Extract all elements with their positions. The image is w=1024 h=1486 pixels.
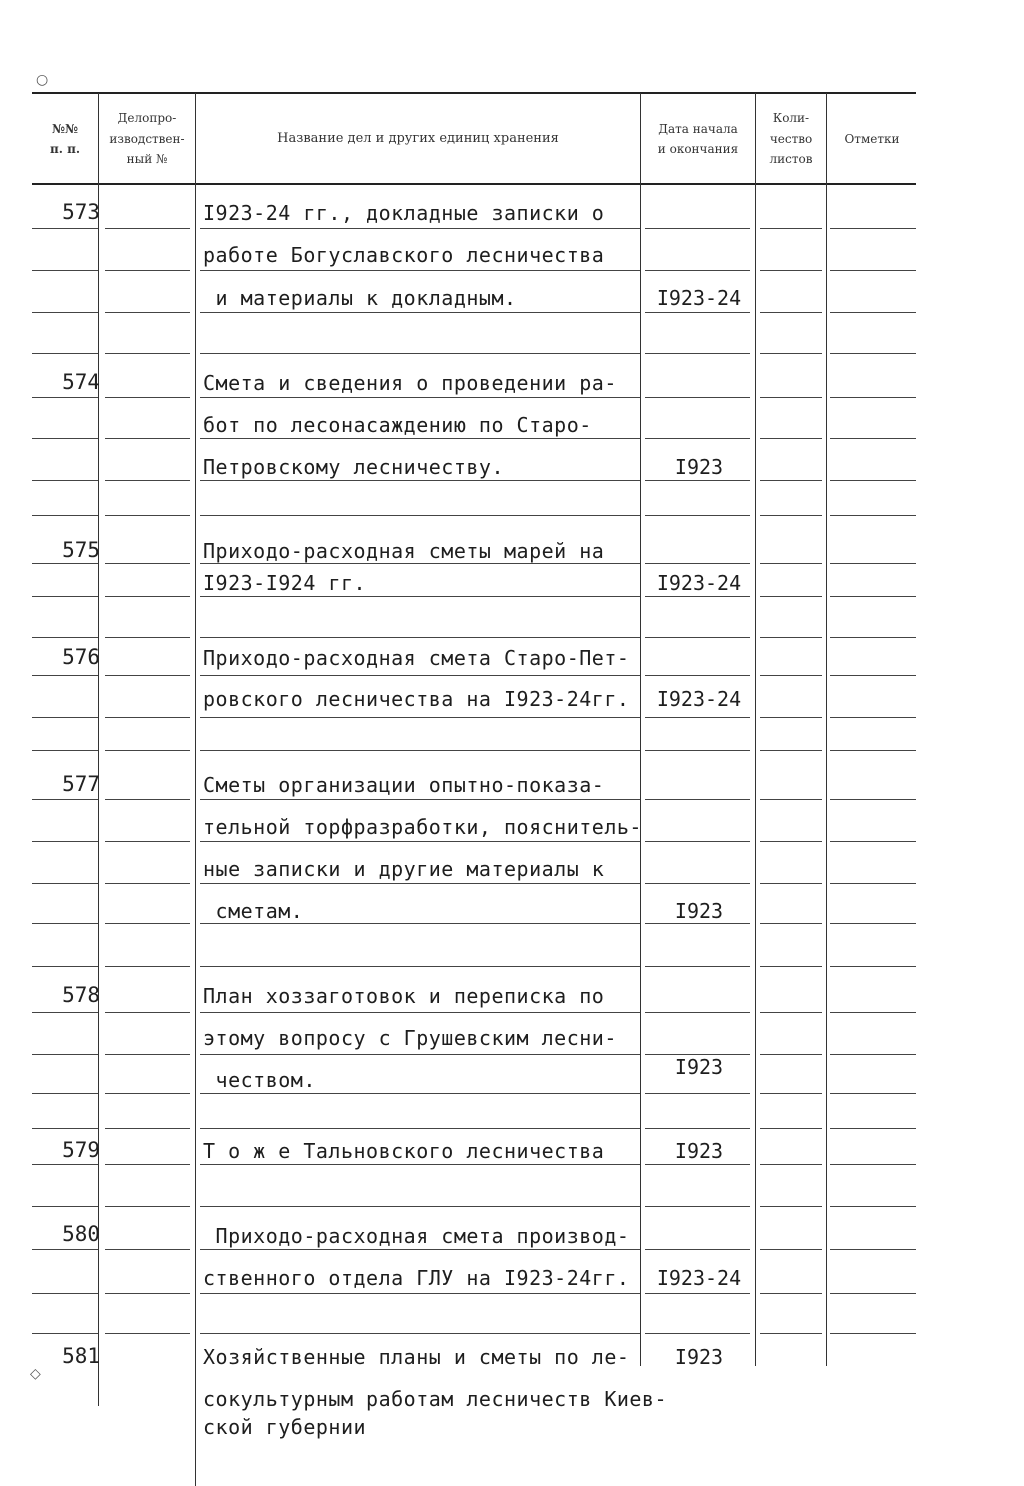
ruled-line bbox=[200, 438, 640, 439]
column-divider bbox=[640, 93, 641, 1366]
ruled-line bbox=[200, 1249, 640, 1250]
ruled-line bbox=[200, 270, 640, 271]
ruled-line bbox=[645, 1333, 750, 1334]
entry-date: I923-24 bbox=[656, 286, 742, 310]
entry-title-line: I923-I924 гг. bbox=[203, 571, 367, 595]
ruled-line bbox=[830, 717, 916, 718]
entry-date: I923-24 bbox=[656, 687, 742, 711]
ruled-line bbox=[32, 1164, 98, 1165]
entry-number: 577 bbox=[62, 772, 100, 796]
ruled-line bbox=[105, 1293, 190, 1294]
ruled-line bbox=[760, 515, 822, 516]
entry-date: I923-24 bbox=[656, 1266, 742, 1290]
ruled-line bbox=[105, 675, 190, 676]
ruled-line bbox=[760, 717, 822, 718]
ruled-line bbox=[32, 596, 98, 597]
ruled-line bbox=[645, 841, 750, 842]
entry-number: 579 bbox=[62, 1138, 100, 1162]
ruled-line bbox=[830, 270, 916, 271]
ruled-line bbox=[760, 1333, 822, 1334]
entry-title-line: чеством. bbox=[203, 1068, 316, 1092]
ruled-line bbox=[645, 923, 750, 924]
ruled-line bbox=[200, 750, 640, 751]
ruled-line bbox=[105, 312, 190, 313]
ruled-line bbox=[105, 883, 190, 884]
ruled-line bbox=[32, 397, 98, 398]
column-divider bbox=[755, 93, 756, 1366]
ruled-line bbox=[105, 637, 190, 638]
ruled-line bbox=[105, 1012, 190, 1013]
ruled-line bbox=[200, 923, 640, 924]
ruled-line bbox=[105, 563, 190, 564]
entry-title-line: ные записки и другие материалы к bbox=[203, 857, 605, 881]
ruled-line bbox=[830, 1012, 916, 1013]
ruled-line bbox=[105, 1206, 190, 1207]
entry-title-line: Петровскому лесничеству. bbox=[203, 455, 504, 479]
ruled-line bbox=[645, 1206, 750, 1207]
ruled-line bbox=[830, 1249, 916, 1250]
entry-number: 573 bbox=[62, 200, 100, 224]
ruled-line bbox=[830, 397, 916, 398]
ruled-line bbox=[105, 750, 190, 751]
ruled-line bbox=[105, 480, 190, 481]
entry-title-line: Т о ж е Тальновского лесничества bbox=[203, 1139, 605, 1163]
ruled-line bbox=[645, 1093, 750, 1094]
ruled-line bbox=[200, 675, 640, 676]
ruled-line bbox=[760, 312, 822, 313]
column-header-office-number: Делопро- изводствен- ный № bbox=[109, 111, 185, 167]
ruled-line bbox=[645, 563, 750, 564]
ruled-line bbox=[760, 923, 822, 924]
ruled-line bbox=[645, 438, 750, 439]
column-header-dates: Дата начала и окончания bbox=[657, 121, 739, 156]
ruled-line bbox=[105, 717, 190, 718]
ruled-line bbox=[830, 1164, 916, 1165]
ruled-line bbox=[200, 515, 640, 516]
ruled-line bbox=[760, 353, 822, 354]
ruled-line bbox=[830, 883, 916, 884]
ruled-line bbox=[32, 1333, 98, 1334]
ruled-line bbox=[760, 799, 822, 800]
ruled-line bbox=[32, 966, 98, 967]
ruled-line bbox=[830, 1293, 916, 1294]
entry-title-line: и материалы к докладным. bbox=[203, 286, 517, 310]
ruled-line bbox=[830, 1206, 916, 1207]
ruled-line bbox=[760, 1164, 822, 1165]
entry-number: 581 bbox=[62, 1344, 100, 1368]
ruled-line bbox=[105, 270, 190, 271]
ruled-line bbox=[830, 515, 916, 516]
entry-date: I923-24 bbox=[656, 571, 742, 595]
ruled-line bbox=[645, 750, 750, 751]
ruled-line bbox=[200, 717, 640, 718]
ruled-line bbox=[645, 480, 750, 481]
ruled-line bbox=[105, 228, 190, 229]
ruled-line bbox=[830, 353, 916, 354]
entry-title-line: I923-24 гг., докладные записки о bbox=[203, 201, 605, 225]
entry-date: I923 bbox=[674, 455, 724, 479]
ruled-line bbox=[32, 637, 98, 638]
ruled-line bbox=[105, 515, 190, 516]
ruled-line bbox=[105, 966, 190, 967]
ruled-line bbox=[32, 563, 98, 564]
ruled-line bbox=[645, 637, 750, 638]
ruled-line bbox=[32, 515, 98, 516]
ruled-line bbox=[645, 717, 750, 718]
ruled-line bbox=[760, 1249, 822, 1250]
ruled-line bbox=[32, 841, 98, 842]
ruled-line bbox=[32, 1012, 98, 1013]
ruled-line bbox=[830, 841, 916, 842]
ruled-line bbox=[645, 799, 750, 800]
ruled-line bbox=[200, 883, 640, 884]
ruled-line bbox=[760, 480, 822, 481]
ruled-line bbox=[645, 1293, 750, 1294]
ruled-line bbox=[200, 799, 640, 800]
ruled-line bbox=[32, 1093, 98, 1094]
ruled-line bbox=[200, 1054, 640, 1055]
ruled-line bbox=[645, 675, 750, 676]
ruled-line bbox=[830, 1093, 916, 1094]
ruled-line bbox=[645, 228, 750, 229]
ruled-line bbox=[32, 883, 98, 884]
entry-date: I923 bbox=[674, 899, 724, 923]
ruled-line bbox=[200, 563, 640, 564]
ruled-line bbox=[830, 438, 916, 439]
ruled-line bbox=[32, 1206, 98, 1207]
header-top-rule bbox=[32, 92, 916, 94]
ruled-line bbox=[200, 1206, 640, 1207]
ruled-line bbox=[645, 515, 750, 516]
ruled-line bbox=[830, 563, 916, 564]
entry-title-line: Смета и сведения о проведении ра- bbox=[203, 371, 617, 395]
ruled-line bbox=[105, 353, 190, 354]
ruled-line bbox=[830, 1333, 916, 1334]
ruled-line bbox=[105, 438, 190, 439]
ruled-line bbox=[645, 883, 750, 884]
ruled-line bbox=[645, 1164, 750, 1165]
ruled-line bbox=[760, 563, 822, 564]
entry-title-line: План хоззаготовок и переписка по bbox=[203, 984, 605, 1008]
ruled-line bbox=[760, 966, 822, 967]
entry-number: 575 bbox=[62, 538, 100, 562]
ruled-line bbox=[200, 1093, 640, 1094]
ruled-line bbox=[32, 1054, 98, 1055]
ruled-line bbox=[200, 228, 640, 229]
entry-title-line: сокультурным работам лесничеств Киев- bbox=[203, 1387, 668, 1411]
ruled-line bbox=[200, 1293, 640, 1294]
ruled-line bbox=[830, 596, 916, 597]
ruled-line bbox=[32, 480, 98, 481]
ruled-line bbox=[32, 923, 98, 924]
entry-title-line: тельной торфразработки, пояснитель- bbox=[203, 815, 642, 839]
ruled-line bbox=[200, 637, 640, 638]
ruled-line bbox=[200, 841, 640, 842]
ruled-line bbox=[200, 596, 640, 597]
ruled-line bbox=[200, 1012, 640, 1013]
ruled-line bbox=[645, 270, 750, 271]
ruled-line bbox=[760, 596, 822, 597]
ruled-line bbox=[32, 1128, 98, 1129]
ruled-line bbox=[760, 750, 822, 751]
ruled-line bbox=[760, 1293, 822, 1294]
ruled-line bbox=[830, 637, 916, 638]
entry-number: 576 bbox=[62, 645, 100, 669]
entry-title-line: ской губернии bbox=[203, 1415, 367, 1439]
ruled-line bbox=[760, 841, 822, 842]
ruled-line bbox=[32, 228, 98, 229]
ruled-line bbox=[760, 1054, 822, 1055]
ruled-line bbox=[645, 596, 750, 597]
ruled-line bbox=[105, 596, 190, 597]
scan-mark: ○ bbox=[36, 72, 49, 88]
scan-mark: ◇ bbox=[30, 1366, 41, 1382]
ruled-line bbox=[32, 717, 98, 718]
ruled-line bbox=[105, 1093, 190, 1094]
ruled-line bbox=[760, 438, 822, 439]
column-divider bbox=[98, 93, 99, 1406]
ruled-line bbox=[200, 312, 640, 313]
ruled-line bbox=[760, 1128, 822, 1129]
ruled-line bbox=[105, 1249, 190, 1250]
ruled-line bbox=[760, 397, 822, 398]
entry-number: 578 bbox=[62, 983, 100, 1007]
ruled-line bbox=[830, 312, 916, 313]
ruled-line bbox=[32, 750, 98, 751]
entry-number: 580 bbox=[62, 1222, 100, 1246]
entry-title-line: Приходо-расходная смета Старо-Пет- bbox=[203, 646, 630, 670]
ruled-line bbox=[830, 1054, 916, 1055]
ruled-line bbox=[200, 966, 640, 967]
ruled-line bbox=[760, 637, 822, 638]
ruled-line bbox=[200, 480, 640, 481]
ruled-line bbox=[830, 1128, 916, 1129]
column-header-number: №№ п. п. bbox=[49, 121, 81, 156]
ruled-line bbox=[760, 228, 822, 229]
entry-date: I923 bbox=[674, 1345, 724, 1369]
ruled-line bbox=[645, 312, 750, 313]
entry-date: I923 bbox=[674, 1139, 724, 1163]
ruled-line bbox=[105, 799, 190, 800]
entry-title-line: ровского лесничества на I923-24гг. bbox=[203, 687, 630, 711]
entry-title-line: Приходо-расходная сметы марей на bbox=[203, 539, 605, 563]
ruled-line bbox=[105, 1333, 190, 1334]
entry-title-line: работе Богуславского лесничества bbox=[203, 243, 605, 267]
ruled-line bbox=[105, 397, 190, 398]
ruled-line bbox=[32, 438, 98, 439]
ruled-line bbox=[645, 966, 750, 967]
column-header-title: Название дел и других единиц хранения bbox=[277, 130, 559, 146]
ruled-line bbox=[830, 966, 916, 967]
entry-title-line: Хозяйственные планы и сметы по ле- bbox=[203, 1345, 630, 1369]
ruled-line bbox=[830, 750, 916, 751]
ruled-line bbox=[645, 1012, 750, 1013]
entry-title-line: сметам. bbox=[203, 899, 304, 923]
ruled-line bbox=[32, 1293, 98, 1294]
ruled-line bbox=[32, 1249, 98, 1250]
ruled-line bbox=[760, 883, 822, 884]
ruled-line bbox=[105, 841, 190, 842]
entry-date: I923 bbox=[674, 1055, 724, 1079]
entry-title-line: Приходо-расходная смета производ- bbox=[203, 1224, 630, 1248]
ruled-line bbox=[760, 1206, 822, 1207]
ruled-line bbox=[830, 923, 916, 924]
ruled-line bbox=[830, 675, 916, 676]
ruled-line bbox=[760, 675, 822, 676]
entry-title-line: ственного отдела ГЛУ на I923-24гг. bbox=[203, 1266, 630, 1290]
entry-title-line: бот по лесонасаждению по Старо- bbox=[203, 413, 592, 437]
ruled-line bbox=[645, 1249, 750, 1250]
entry-number: 574 bbox=[62, 370, 100, 394]
ruled-line bbox=[200, 1128, 640, 1129]
ruled-line bbox=[200, 1164, 640, 1165]
ruled-line bbox=[105, 1128, 190, 1129]
column-header-marks: Отметки bbox=[844, 131, 900, 146]
column-divider bbox=[195, 93, 196, 1486]
ruled-line bbox=[32, 675, 98, 676]
ruled-line bbox=[760, 270, 822, 271]
ruled-line bbox=[830, 480, 916, 481]
ruled-line bbox=[32, 312, 98, 313]
ruled-line bbox=[200, 397, 640, 398]
ruled-line bbox=[200, 353, 640, 354]
ruled-line bbox=[105, 1164, 190, 1165]
ruled-line bbox=[32, 799, 98, 800]
ruled-line bbox=[105, 923, 190, 924]
ruled-line bbox=[645, 353, 750, 354]
ruled-line bbox=[32, 270, 98, 271]
ruled-line bbox=[645, 397, 750, 398]
ruled-line bbox=[830, 228, 916, 229]
header-bottom-rule bbox=[32, 183, 916, 185]
ruled-line bbox=[32, 353, 98, 354]
entry-title-line: этому вопросу с Грушевским лесни- bbox=[203, 1026, 617, 1050]
ruled-line bbox=[760, 1012, 822, 1013]
ruled-line bbox=[200, 1333, 640, 1334]
entry-title-line: Сметы организации опытно-показа- bbox=[203, 773, 605, 797]
ruled-line bbox=[760, 1093, 822, 1094]
ruled-line bbox=[830, 799, 916, 800]
ruled-line bbox=[645, 1128, 750, 1129]
column-header-sheet-count: Коли- чество листов bbox=[769, 111, 813, 167]
ruled-line bbox=[105, 1054, 190, 1055]
column-divider bbox=[826, 93, 827, 1366]
